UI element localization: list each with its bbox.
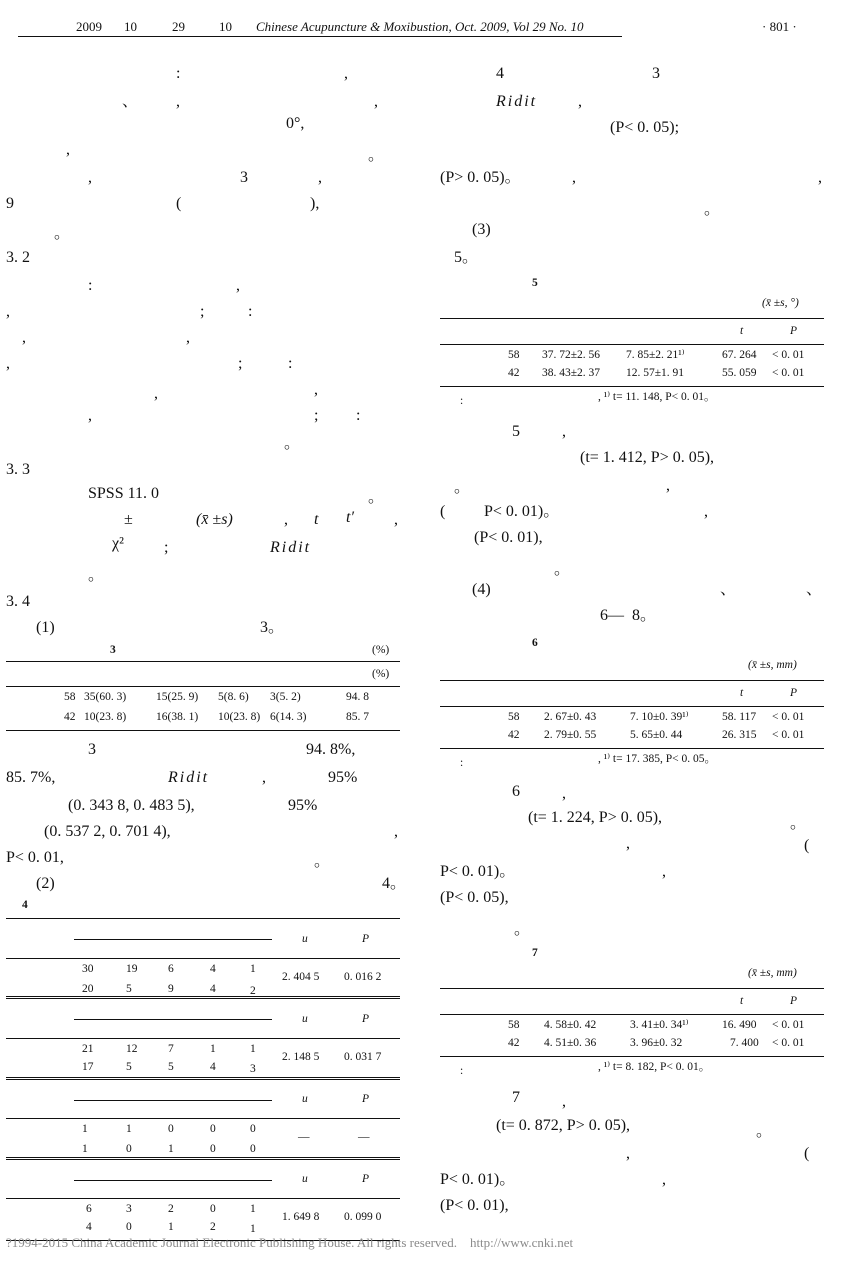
table-header-p: P bbox=[362, 1173, 370, 1185]
table-cell: 0. 031 7 bbox=[344, 1051, 382, 1063]
text: , bbox=[88, 407, 92, 424]
table-cell: 58 bbox=[508, 711, 520, 723]
table-cell: 5 bbox=[168, 1061, 174, 1073]
table-rule bbox=[440, 988, 824, 989]
table-cell: 26. 315 bbox=[722, 729, 757, 741]
table-cell: 2 bbox=[168, 1203, 174, 1215]
text: (0. 343 8, 0. 483 5), bbox=[68, 797, 195, 814]
text: , bbox=[318, 169, 322, 186]
table-7-label: 7 bbox=[532, 947, 538, 959]
table-header-u: u bbox=[302, 1013, 308, 1025]
table-cell: 7. 10±0. 39¹⁾ bbox=[630, 711, 689, 723]
table-cell: 1 bbox=[82, 1143, 88, 1155]
table-3-label: 3 bbox=[110, 644, 116, 656]
text: P< 0. 01)。 bbox=[484, 503, 560, 520]
text: , bbox=[562, 423, 566, 440]
text: 。 bbox=[54, 225, 71, 242]
table-cell: 1 bbox=[210, 1043, 216, 1055]
table-cell: 38. 43±2. 37 bbox=[542, 367, 601, 379]
text: 。 bbox=[756, 1123, 773, 1140]
table-cell: 42 bbox=[508, 1037, 520, 1049]
text: 5。 bbox=[454, 249, 479, 266]
text: ( bbox=[440, 503, 446, 520]
text: : bbox=[356, 407, 361, 424]
table-cell: 0 bbox=[250, 1123, 256, 1135]
table-cell: 0 bbox=[210, 1143, 216, 1155]
table-cell: 1 bbox=[82, 1123, 88, 1135]
header-issue: 10 bbox=[219, 19, 232, 34]
table-cell: 42 bbox=[508, 367, 520, 379]
table-rule bbox=[74, 1100, 272, 1101]
table-cell: 1 bbox=[250, 1203, 256, 1215]
table-cell: 4. 58±0. 42 bbox=[544, 1019, 597, 1031]
table-cell: 37. 72±2. 56 bbox=[542, 349, 601, 361]
text: 。 bbox=[554, 561, 571, 578]
table-cell: 30 bbox=[82, 963, 94, 975]
text: ), bbox=[310, 195, 320, 212]
table-rule bbox=[440, 318, 824, 319]
table-header-p: P bbox=[790, 995, 798, 1007]
table-cell: 2 bbox=[210, 1221, 216, 1233]
text: , bbox=[666, 477, 670, 494]
table-cell: 19 bbox=[126, 963, 138, 975]
copyright-footer: ?1994-2015 China Academic Journal Electronic Publishing House. All rights reserved. http://www.cnki.net bbox=[6, 1235, 574, 1250]
table-cell: 3. 41±0. 34¹⁾ bbox=[630, 1019, 689, 1031]
text: ; bbox=[164, 539, 169, 556]
table-cell: 85. 7 bbox=[346, 711, 369, 723]
text: ( bbox=[176, 195, 182, 212]
table-rule bbox=[6, 918, 400, 919]
text: P< 0. 01)。 bbox=[440, 1171, 516, 1188]
table-cell: 2. 79±0. 55 bbox=[544, 729, 597, 741]
table-cell: 0 bbox=[250, 1143, 256, 1155]
table-cell: 4 bbox=[210, 983, 216, 995]
table-rule bbox=[6, 686, 400, 687]
table-cell: 94. 8 bbox=[346, 691, 369, 703]
table-header-u: u bbox=[302, 1093, 308, 1105]
table-cell: 2. 67±0. 43 bbox=[544, 711, 597, 723]
text: 4 bbox=[496, 65, 504, 82]
text: 95% bbox=[288, 797, 318, 814]
text: (0. 537 2, 0. 701 4), bbox=[44, 823, 171, 840]
header-journal: Chinese Acupuncture & Moxibustion, Oct. 2009, Vol 29 No. 10 bbox=[256, 19, 584, 34]
text: 。 bbox=[454, 479, 471, 496]
table-cell: 4 bbox=[210, 1061, 216, 1073]
table-cell: 12 bbox=[126, 1043, 138, 1055]
text: 。 bbox=[314, 853, 331, 870]
text: 4。 bbox=[382, 875, 407, 892]
table-cell: 35(60. 3) bbox=[84, 691, 127, 703]
table-rule bbox=[440, 1014, 824, 1015]
table-cell: 0 bbox=[126, 1221, 132, 1233]
table-rule bbox=[74, 1180, 272, 1181]
text: , bbox=[176, 93, 180, 110]
text: 3 bbox=[88, 741, 96, 758]
table-cell: 1. 649 8 bbox=[282, 1211, 320, 1223]
table-rule bbox=[440, 1056, 824, 1057]
table-header-u: u bbox=[302, 1173, 308, 1185]
table-header-t: t bbox=[740, 687, 744, 699]
table-cell: — bbox=[358, 1131, 370, 1143]
table-cell: 4 bbox=[86, 1221, 92, 1233]
table-rule bbox=[6, 1157, 400, 1160]
text: (P> 0. 05)。 bbox=[440, 169, 521, 186]
table-rule bbox=[6, 661, 400, 662]
text: ± bbox=[124, 511, 133, 528]
table-cell: < 0. 01 bbox=[772, 729, 805, 741]
text: , bbox=[66, 141, 70, 158]
text: , bbox=[562, 785, 566, 802]
table-cell: 0 bbox=[210, 1203, 216, 1215]
table-header-p: P bbox=[790, 325, 798, 337]
table-cell: 7 bbox=[168, 1043, 174, 1055]
table-cell: 58 bbox=[508, 349, 520, 361]
text: (t= 1. 224, P> 0. 05), bbox=[528, 809, 663, 826]
text: , bbox=[662, 863, 666, 880]
table-rule bbox=[6, 1038, 400, 1039]
table-cell: 3(5. 2) bbox=[270, 691, 301, 703]
table-header-p: P bbox=[362, 933, 370, 945]
text: (x̄ ±s) bbox=[196, 511, 233, 528]
text: ; bbox=[238, 355, 243, 372]
table-cell: < 0. 01 bbox=[772, 711, 805, 723]
text: , bbox=[284, 511, 288, 528]
table-rule bbox=[6, 1118, 400, 1119]
table-cell: 2 bbox=[250, 985, 256, 997]
text: (t= 1. 412, P> 0. 05), bbox=[580, 449, 715, 466]
text: 、 bbox=[122, 93, 139, 110]
table-note: , ¹⁾ t= 11. 148, P< 0. 01。 bbox=[598, 391, 716, 403]
text: 。 bbox=[88, 567, 105, 584]
text: , bbox=[236, 277, 240, 294]
table-cell: 58 bbox=[64, 691, 76, 703]
table-cell: 4. 51±0. 36 bbox=[544, 1037, 597, 1049]
table-cell: 2. 148 5 bbox=[282, 1051, 320, 1063]
text: Ridit bbox=[496, 93, 538, 110]
table-rule bbox=[6, 730, 400, 731]
table-6-label: 6 bbox=[532, 637, 538, 649]
text: ; bbox=[200, 303, 205, 320]
text: (P< 0. 01), bbox=[474, 529, 543, 546]
table-6-unit: (x̄ ±s, mm) bbox=[748, 659, 797, 671]
table-cell: 12. 57±1. 91 bbox=[626, 367, 685, 379]
table-cell: 2. 404 5 bbox=[282, 971, 320, 983]
table-header-p: P bbox=[362, 1013, 370, 1025]
table-cell: 5 bbox=[126, 983, 132, 995]
table-cell: 3 bbox=[126, 1203, 132, 1215]
table-cell: 21 bbox=[82, 1043, 94, 1055]
table-cell: 0. 099 0 bbox=[344, 1211, 382, 1223]
table-cell: 1 bbox=[250, 1223, 256, 1235]
table-header-t: t bbox=[740, 325, 744, 337]
text: , bbox=[818, 169, 822, 186]
list-item-marker: (4) bbox=[472, 581, 491, 598]
table-rule bbox=[440, 344, 824, 345]
header-rule bbox=[18, 36, 622, 37]
text: χ² bbox=[112, 535, 124, 552]
text: , bbox=[572, 169, 576, 186]
table-cell: 42 bbox=[508, 729, 520, 741]
text: 94. 8%, bbox=[306, 741, 356, 758]
table-cell: 10(23. 8) bbox=[218, 711, 261, 723]
table-cell: 15(25. 9) bbox=[156, 691, 199, 703]
text: , bbox=[578, 93, 582, 110]
table-note: : bbox=[460, 395, 464, 407]
text: , bbox=[662, 1171, 666, 1188]
table-cell: 16. 490 bbox=[722, 1019, 757, 1031]
text: , bbox=[6, 303, 10, 320]
text: ; bbox=[314, 407, 319, 424]
text: (P< 0. 05); bbox=[610, 119, 680, 136]
table-rule bbox=[6, 958, 400, 959]
text: , bbox=[344, 65, 348, 82]
text: 。 bbox=[704, 201, 721, 218]
table-5-unit: (x̄ ±s, °) bbox=[762, 297, 799, 309]
table-cell: 10(23. 8) bbox=[84, 711, 127, 723]
text: , bbox=[88, 169, 92, 186]
section-heading-3-3: 3. 3 bbox=[6, 461, 30, 478]
text: 、 bbox=[806, 581, 823, 598]
text: 6— 8。 bbox=[600, 607, 657, 624]
table-3-unit: (%) bbox=[372, 644, 390, 656]
list-item-marker: (2) bbox=[36, 875, 55, 892]
table-cell: 55. 059 bbox=[722, 367, 757, 379]
text: 。 bbox=[368, 489, 385, 506]
table-cell: 1 bbox=[168, 1221, 174, 1233]
text: , bbox=[562, 1093, 566, 1110]
text: 、 bbox=[720, 581, 737, 598]
text: , bbox=[394, 511, 398, 528]
table-header-t: t bbox=[740, 995, 744, 1007]
list-item-marker: (3) bbox=[472, 221, 491, 238]
text: , bbox=[314, 381, 318, 398]
text: 5 bbox=[512, 423, 520, 440]
text: t′ bbox=[346, 509, 354, 526]
text: P< 0. 01)。 bbox=[440, 863, 516, 880]
table-3-unit-col: (%) bbox=[372, 668, 390, 680]
table-cell: < 0. 01 bbox=[772, 349, 805, 361]
table-cell: 9 bbox=[168, 983, 174, 995]
table-cell: 6 bbox=[168, 963, 174, 975]
text: , bbox=[374, 93, 378, 110]
text: 85. 7%, bbox=[6, 769, 56, 786]
table-7-unit: (x̄ ±s, mm) bbox=[748, 967, 797, 979]
table-note: , ¹⁾ t= 8. 182, P< 0. 01。 bbox=[598, 1061, 711, 1073]
table-cell: 0 bbox=[210, 1123, 216, 1135]
table-note: : bbox=[460, 757, 464, 769]
table-cell: < 0. 01 bbox=[772, 1037, 805, 1049]
table-cell: 4 bbox=[210, 963, 216, 975]
text: , bbox=[704, 503, 708, 520]
table-cell: 5 bbox=[126, 1061, 132, 1073]
header-day: 29 bbox=[172, 19, 185, 34]
table-cell: 17 bbox=[82, 1061, 94, 1073]
text: , bbox=[394, 823, 398, 840]
table-5-label: 5 bbox=[532, 277, 538, 289]
text: SPSS 11. 0 bbox=[88, 485, 159, 502]
text: 6 bbox=[512, 783, 520, 800]
table-rule bbox=[6, 1077, 400, 1080]
text: , bbox=[626, 835, 630, 852]
header-month: 10 bbox=[124, 19, 137, 34]
table-cell: 5. 65±0. 44 bbox=[630, 729, 683, 741]
table-note: : bbox=[460, 1065, 464, 1077]
table-cell: < 0. 01 bbox=[772, 367, 805, 379]
text: 。 bbox=[368, 147, 385, 164]
text: Ridit bbox=[270, 539, 312, 556]
text: , bbox=[262, 769, 266, 786]
text: : bbox=[288, 355, 293, 372]
table-header-p: P bbox=[362, 1093, 370, 1105]
text: 7 bbox=[512, 1089, 520, 1106]
table-header-p: P bbox=[790, 687, 798, 699]
table-rule bbox=[440, 680, 824, 681]
table-cell: 16(38. 1) bbox=[156, 711, 199, 723]
table-cell: 1 bbox=[168, 1143, 174, 1155]
table-cell: 3 bbox=[250, 1063, 256, 1075]
text: 。 bbox=[790, 815, 807, 832]
text: ( bbox=[804, 1145, 810, 1162]
table-cell: — bbox=[298, 1131, 310, 1143]
text: , bbox=[6, 355, 10, 372]
list-item-marker: (1) bbox=[36, 619, 55, 636]
text: 3 bbox=[652, 65, 660, 82]
text: , bbox=[626, 1145, 630, 1162]
table-cell: 7. 85±2. 21¹⁾ bbox=[626, 349, 685, 361]
section-heading-3-4: 3. 4 bbox=[6, 593, 30, 610]
text: Ridit bbox=[168, 769, 210, 786]
header-page-number: · 801 · bbox=[762, 19, 797, 34]
table-rule bbox=[74, 939, 272, 940]
text: , bbox=[186, 329, 190, 346]
table-rule bbox=[440, 706, 824, 707]
text: ( bbox=[804, 837, 810, 854]
table-rule bbox=[440, 386, 824, 387]
table-rule bbox=[6, 1198, 400, 1199]
text: 3。 bbox=[260, 619, 285, 636]
table-cell: 7. 400 bbox=[730, 1037, 759, 1049]
table-cell: 58 bbox=[508, 1019, 520, 1031]
text: , bbox=[22, 329, 26, 346]
text: 95% bbox=[328, 769, 358, 786]
text: (P< 0. 01), bbox=[440, 1197, 509, 1214]
table-rule bbox=[74, 1019, 272, 1020]
table-cell: 42 bbox=[64, 711, 76, 723]
table-cell: 0 bbox=[168, 1123, 174, 1135]
table-rule bbox=[440, 748, 824, 749]
text: 3 bbox=[240, 169, 248, 186]
text: (P< 0. 05), bbox=[440, 889, 509, 906]
text: : bbox=[176, 65, 181, 82]
text: 。 bbox=[514, 921, 531, 938]
table-cell: 1 bbox=[126, 1123, 132, 1135]
text: 0°, bbox=[286, 115, 305, 132]
text: , bbox=[154, 385, 158, 402]
text: P< 0. 01, bbox=[6, 849, 64, 866]
text: 。 bbox=[284, 435, 301, 452]
table-cell: 0. 016 2 bbox=[344, 971, 382, 983]
table-cell: 20 bbox=[82, 983, 94, 995]
table-cell: < 0. 01 bbox=[772, 1019, 805, 1031]
table-cell: 1 bbox=[250, 963, 256, 975]
table-4-label: 4 bbox=[22, 899, 28, 911]
table-rule bbox=[6, 996, 400, 999]
table-cell: 67. 264 bbox=[722, 349, 757, 361]
table-cell: 1 bbox=[250, 1043, 256, 1055]
table-cell: 3. 96±0. 32 bbox=[630, 1037, 683, 1049]
table-cell: 5(8. 6) bbox=[218, 691, 249, 703]
table-header-u: u bbox=[302, 933, 308, 945]
text: t bbox=[314, 511, 319, 528]
table-cell: 6(14. 3) bbox=[270, 711, 307, 723]
header-year: 2009 bbox=[76, 19, 102, 34]
table-cell: 6 bbox=[86, 1203, 92, 1215]
text: 9 bbox=[6, 195, 14, 212]
text: : bbox=[248, 303, 253, 320]
table-cell: 0 bbox=[126, 1143, 132, 1155]
table-note: , ¹⁾ t= 17. 385, P< 0. 05。 bbox=[598, 753, 716, 765]
table-cell: 58. 117 bbox=[722, 711, 757, 723]
section-heading-3-2: 3. 2 bbox=[6, 249, 30, 266]
text: (t= 0. 872, P> 0. 05), bbox=[496, 1117, 631, 1134]
text: : bbox=[88, 277, 93, 294]
